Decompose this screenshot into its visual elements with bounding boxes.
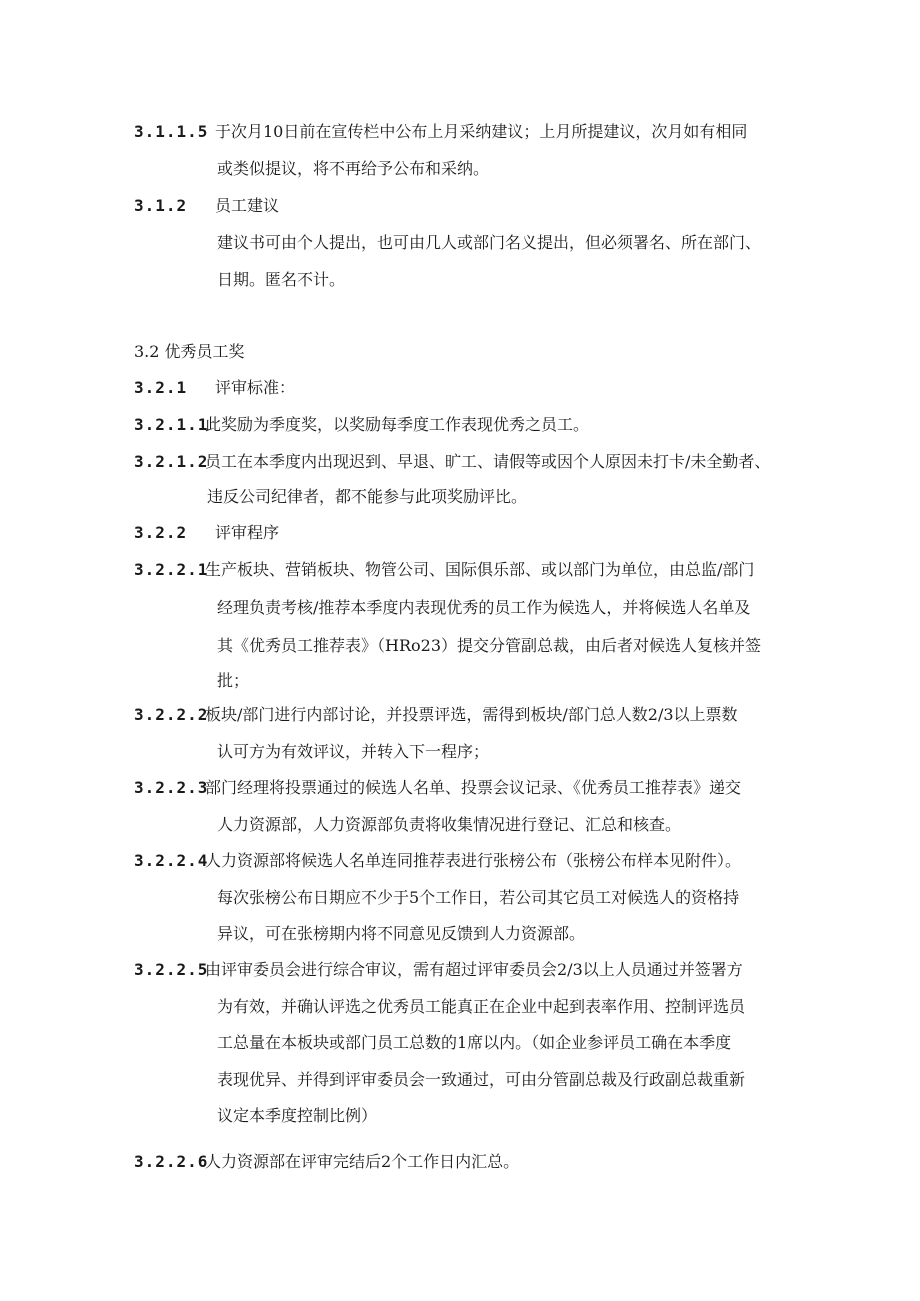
clause-text: 板块/部门进行内部讨论，并投票评选，需得到板块/部门总人数2/3以上票数: [205, 705, 738, 724]
clause-text: 员工在本季度内出现迟到、早退、旷工、请假等或因个人原因未打卡/未全勤者、: [205, 452, 771, 471]
clause-text: 表现优异、并得到评审委员会一致通过，可由分管副总裁及行政副总裁重新: [217, 1070, 746, 1089]
clause-title: 评审标准：: [215, 378, 296, 397]
clause-text: 日期。匿名不计。: [217, 270, 346, 289]
clause-number: 3.2.1.1: [134, 415, 209, 434]
clause-text: 异议，可在张榜期内将不同意见反馈到人力资源部。: [217, 924, 586, 943]
clause-text: 于次月10日前在宣传栏中公布上月采纳建议；上月所提建议，次月如有相同: [215, 122, 748, 141]
clause-text: 部门经理将投票通过的候选人名单、投票会议记录、《优秀员工推荐表》递交: [205, 778, 742, 797]
clause-text: 为有效，并确认评选之优秀员工能真正在企业中起到表率作用、控制评选员: [217, 997, 746, 1016]
clause-number: 3.2.2.1: [134, 560, 209, 579]
clause-text: 人力资源部将候选人名单连同推荐表进行张榜公布（张榜公布样本见附件）。: [205, 851, 742, 870]
clause-text: 批；: [217, 671, 250, 690]
clause-number: 3.2.2.5: [134, 960, 209, 979]
clause-text: 违反公司纪律者，都不能参与此项奖励评比。: [207, 487, 528, 506]
clause-number: 3.2.2: [134, 523, 188, 542]
clause-number: 3.2.1.2: [134, 452, 209, 471]
clause-text: 此奖励为季度奖，以奖励每季度工作表现优秀之员工。: [205, 415, 590, 434]
clause-number: 3.2.2.6: [134, 1152, 209, 1171]
clause-title: 员工建议: [215, 196, 280, 215]
clause-text: 认可方为有效评议，并转入下一程序；: [217, 742, 490, 761]
clause-text: 议定本季度控制比例）: [217, 1106, 378, 1125]
clause-text: 工总量在本板块或部门员工总数的1席以内。（如企业参评员工确在本季度: [217, 1033, 732, 1052]
clause-text: 人力资源部在评审完结后2个工作日内汇总。: [205, 1152, 520, 1171]
clause-text: 人力资源部，人力资源部负责将收集情况进行登记、汇总和核查。: [217, 815, 682, 834]
clause-text: 由评审委员会进行综合审议，需有超过评审委员会2/3以上人员通过并签署方: [205, 960, 743, 979]
clause-number: 3.2.2.4: [134, 851, 209, 870]
clause-text: 其《优秀员工推荐表》（HRo23）提交分管副总裁，由后者对候选人复核并签: [217, 636, 761, 655]
clause-number: 3.2.1: [134, 378, 188, 397]
clause-text: 每次张榜公布日期应不少于5个工作日，若公司其它员工对候选人的资格持: [217, 888, 740, 907]
section-title: 3.2 优秀员工奖: [134, 342, 245, 361]
clause-text: 建议书可由个人提出，也可由几人或部门名义提出，但必须署名、所在部门、: [217, 233, 762, 252]
clause-text: 或类似提议，将不再给予公布和采纳。: [217, 159, 490, 178]
clause-number: 3.1.1.5: [134, 122, 209, 141]
clause-number: 3.1.2: [134, 196, 188, 215]
clause-title: 评审程序: [215, 523, 280, 542]
clause-text: 生产板块、营销板块、物管公司、国际俱乐部、或以部门为单位，由总监/部门: [205, 560, 755, 579]
clause-number: 3.2.2.3: [134, 778, 209, 797]
clause-number: 3.2.2.2: [134, 705, 209, 724]
clause-text: 经理负责考核/推荐本季度内表现优秀的员工作为候选人，并将候选人名单及: [217, 598, 751, 617]
